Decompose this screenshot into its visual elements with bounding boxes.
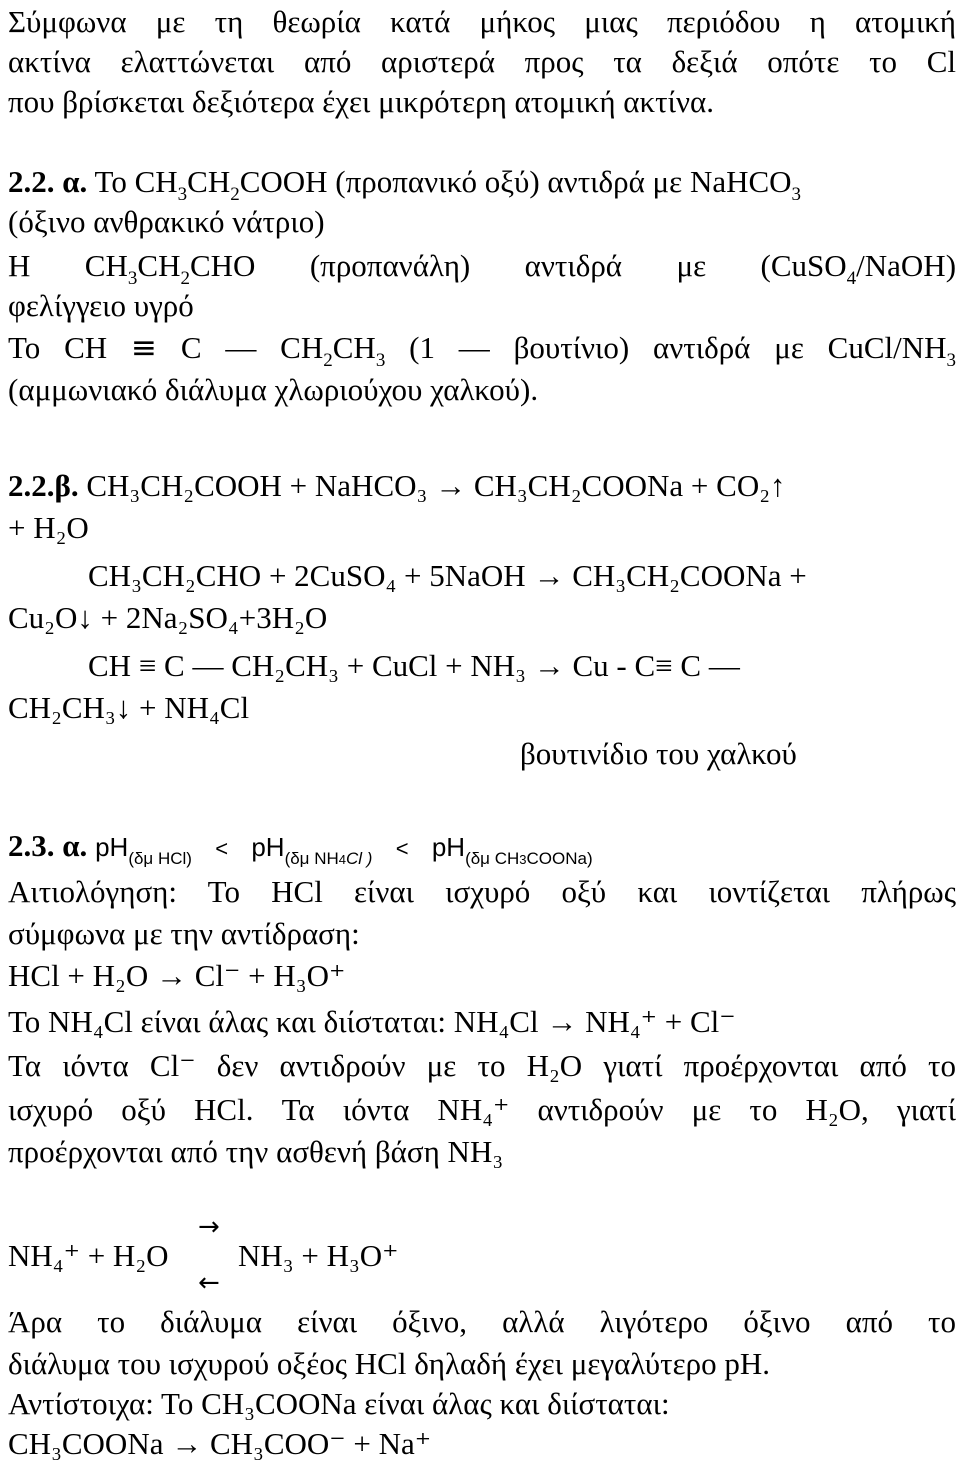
- justification-line-6: ισχυρό οξύ HCl. Τα ιόντα NH₄⁺ αντιδρούν με το H₂O, γιατί: [8, 1092, 956, 1127]
- conclusion-line-2: διάλυμα του ισχυρού οξέος HCl δηλαδή έχει μεγαλύτερο pH.: [8, 1346, 770, 1381]
- section-2-2-a-line-5: Το CH ≡ C — $CH_2CH_3$ (1 — βουτίνιο) αντιδρά με CuCl/$NH_3$: [8, 330, 957, 371]
- paragraph-1-line-3: που βρίσκεται δεξιότερα έχει μικρότερη ατομική ακτίνα.: [8, 84, 714, 119]
- justification-line-7: προέρχονται από την ασθενή βάση NH₃: [8, 1134, 504, 1169]
- section-label: 2.3. α.: [8, 828, 88, 863]
- section-2-2-a-line-6: (αμμωνιακό διάλυμα χλωριούχου χαλκού).: [8, 372, 539, 407]
- section-2-2-a-line-1: 2.2. α. Το $CH_3CH_2COOH$ (προπανικό οξύ) αντιδρά με NaHCO$_3$: [8, 164, 802, 205]
- equation-3: CH ≡ C — CH₂CH₃ + CuCl + NH₃ → Cu - C≡ C —: [88, 648, 740, 683]
- equation-2-cont: Cu₂O↓ + 2Na₂SO₄+3H₂O: [8, 600, 328, 635]
- section-2-2-a-line-3: Η $CH_3CH_2CHO$ (προπανάλη) αντιδρά με (CuSO$_4$/NaOH): [8, 248, 957, 289]
- equilibrium-left: NH₄⁺ + H₂O: [8, 1238, 169, 1273]
- justification-line-2: σύμφωνα με την αντίδραση:: [8, 916, 360, 951]
- equation-2: CH₃CH₂CHO + 2CuSO₄ + 5NaOH → CH₃CH₂COONa +: [88, 558, 807, 593]
- reaction-nh4cl: Το NH₄Cl είναι άλας και διίσταται: NH₄Cl → NH₄⁺ + Cl⁻: [8, 1004, 736, 1039]
- justification-line-5: Τα ιόντα Cl⁻ δεν αντιδρούν με το H₂O γιατί προέρχονται από το: [8, 1048, 956, 1083]
- equilibrium-right: NH₃ + H₃O⁺: [238, 1238, 399, 1273]
- conclusion-line-3: Αντίστοιχα: Το CH₃COONa είναι άλας και διίσταται:: [8, 1386, 670, 1421]
- reaction-ch3coona: CH₃COONa → CH₃COO⁻ + Na⁺: [8, 1426, 432, 1461]
- section-label: 2.2.β.: [8, 468, 79, 503]
- paragraph-1-line-1: Σύμφωνα με τη θεωρία κατά μήκος μιας περιόδου η ατομική: [8, 4, 956, 39]
- paragraph-1-line-2: ακτίνα ελαττώνεται από αριστερά προς τα δεξιά οπότε το Cl: [8, 44, 956, 79]
- section-label: 2.2. α.: [8, 164, 88, 199]
- equation-1-cont: + H₂O: [8, 510, 89, 545]
- reaction-hcl: HCl + H₂O → Cl⁻ + H₃O⁺: [8, 958, 346, 993]
- justification-line-1: Αιτιολόγηση: Το HCl είναι ισχυρό οξύ και ιοντίζεται πλήρως: [8, 874, 956, 909]
- conclusion-line-1: Άρα το διάλυμα είναι όξινο, αλλά λιγότερο όξινο από το: [8, 1304, 956, 1339]
- section-2-2-a-line-4: φελίγγειο υγρό: [8, 288, 194, 323]
- equation-3-cont: CH₂CH₃↓ + NH₄Cl: [8, 690, 250, 725]
- equation-1: 2.2.β. CH₃CH₂COOH + NaHCO₃ → CH₃CH₂COONa + CO₂↑: [8, 468, 786, 503]
- product-name: βουτινίδιο του χαλκού: [520, 736, 797, 771]
- ph-comparison: 2.3. α. $pH_{(\delta\mu HCl)}$ < $pH_{(\delta\mu NH4Cl )}$ < $pH_{(\delta\mu CH3COONa)}$: [8, 828, 593, 868]
- section-2-2-a-line-2: (όξινο ανθρακικό νάτριο): [8, 204, 325, 239]
- equilibrium-forward-arrow-icon: →: [198, 1212, 220, 1242]
- equilibrium-back-arrow-icon: ←: [198, 1268, 220, 1298]
